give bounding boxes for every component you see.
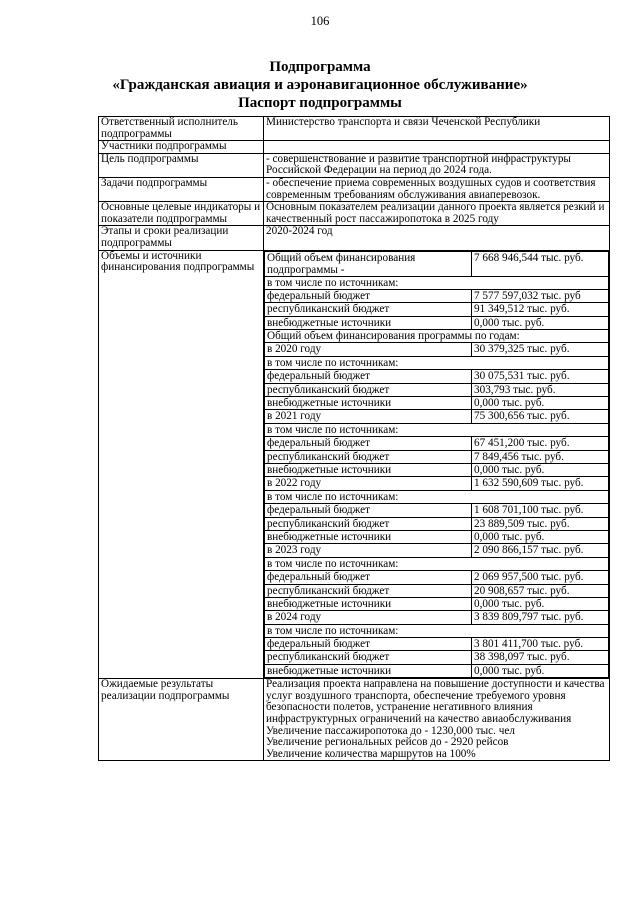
financing-label: федеральный бюджет bbox=[265, 289, 472, 302]
row-indicators bbox=[99, 202, 610, 226]
financing-label: в 2022 году bbox=[265, 477, 472, 490]
financing-label: республиканский бюджет bbox=[265, 450, 472, 463]
financing-label: в том числе по источникам: bbox=[265, 557, 609, 570]
label-results: Ожидаемые результаты реализации подпрограммы bbox=[99, 679, 264, 761]
label-tasks: Задачи подпрограммы bbox=[99, 177, 264, 201]
financing-label: в 2024 году bbox=[265, 611, 472, 624]
title-line-1: Подпрограмма bbox=[269, 59, 371, 75]
financing-amount: 3 801 411,700 тыс. руб. bbox=[472, 638, 609, 651]
financing-amount: 91 349,512 тыс. руб. bbox=[472, 303, 609, 316]
financing-label: в 2021 году bbox=[265, 410, 472, 423]
financing-row bbox=[265, 464, 609, 477]
row-goal bbox=[99, 153, 610, 177]
financing-label: внебюджетные источники bbox=[265, 664, 472, 677]
financing-amount: 2 069 957,500 тыс. руб. bbox=[472, 571, 609, 584]
financing-row bbox=[265, 383, 609, 396]
financing-amount: 7 849,456 тыс. руб. bbox=[472, 450, 609, 463]
financing-label: в 2023 году bbox=[265, 544, 472, 557]
financing-label: Общий объем финансирования программы по годам: bbox=[265, 330, 609, 343]
value-stages: 2020-2024 год bbox=[264, 226, 610, 250]
results-line: Увеличение количества маршрутов на 100% bbox=[266, 747, 476, 760]
label-indicators: Основные целевые индикаторы и показатели подпрограммы bbox=[99, 202, 264, 226]
financing-label: Общий объем финансирования подпрограммы - bbox=[265, 251, 472, 276]
financing-amount: 20 908,657 тыс. руб. bbox=[472, 584, 609, 597]
financing-label: внебюджетные источники bbox=[265, 597, 472, 610]
financing-amount: 303,793 тыс. руб. bbox=[472, 383, 609, 396]
financing-amount: 0,000 тыс. руб. bbox=[472, 664, 609, 677]
financing-table bbox=[264, 251, 609, 679]
financing-row bbox=[265, 450, 609, 463]
financing-amount: 0,000 тыс. руб. bbox=[472, 316, 609, 329]
financing-amount: 30 379,325 тыс. руб. bbox=[472, 343, 609, 356]
value-goal: - совершенствование и развитие транспортной инфраструктуры Российской Федерации на период до 2024 года. bbox=[264, 153, 610, 177]
financing-row bbox=[265, 611, 609, 624]
row-financing bbox=[99, 250, 610, 679]
financing-row bbox=[265, 490, 609, 503]
financing-row bbox=[265, 664, 609, 677]
financing-label: республиканский бюджет bbox=[265, 303, 472, 316]
financing-row bbox=[265, 597, 609, 610]
financing-label: федеральный бюджет bbox=[265, 571, 472, 584]
financing-label: республиканский бюджет bbox=[265, 383, 472, 396]
financing-row bbox=[265, 571, 609, 584]
label-participants: Участники подпрограммы bbox=[99, 141, 264, 154]
value-results bbox=[264, 679, 610, 761]
value-indicators: Основным показателем реализации данного проекта является резкий и качественный рост пассажиропотока в 2025 году bbox=[264, 202, 610, 226]
financing-amount: 7 668 946,544 тыс. руб. bbox=[472, 251, 609, 276]
label-stages: Этапы и сроки реализации подпрограммы bbox=[99, 226, 264, 250]
financing-amount: 1 632 590,609 тыс. руб. bbox=[472, 477, 609, 490]
financing-row bbox=[265, 477, 609, 490]
financing-row bbox=[265, 397, 609, 410]
financing-row bbox=[265, 289, 609, 302]
row-stages bbox=[99, 226, 610, 250]
passport-table bbox=[98, 116, 610, 761]
financing-row bbox=[265, 530, 609, 543]
financing-row bbox=[265, 316, 609, 329]
financing-row bbox=[265, 638, 609, 651]
financing-row bbox=[265, 423, 609, 436]
financing-label: внебюджетные источники bbox=[265, 316, 472, 329]
results-line: Увеличение региональных рейсов до - 2920 рейсов bbox=[266, 736, 509, 749]
title-line-2: «Гражданская авиация и аэронавигационное обслуживание» bbox=[112, 77, 528, 93]
financing-row bbox=[265, 356, 609, 369]
results-line: Увеличение пассажиропотока до - 1230,000 тыс. чел bbox=[266, 724, 515, 737]
row-participants bbox=[99, 141, 610, 154]
financing-label: республиканский бюджет bbox=[265, 584, 472, 597]
label-financing: Объемы и источники финансирования подпрограммы bbox=[99, 250, 264, 679]
title-line-3: Паспорт подпрограммы bbox=[238, 95, 402, 111]
financing-amount: 0,000 тыс. руб. bbox=[472, 597, 609, 610]
financing-row bbox=[265, 343, 609, 356]
financing-label: федеральный бюджет bbox=[265, 504, 472, 517]
financing-row bbox=[265, 651, 609, 664]
financing-label: в том числе по источникам: bbox=[265, 624, 609, 637]
page-number: 106 bbox=[310, 14, 330, 28]
financing-label: республиканский бюджет bbox=[265, 651, 472, 664]
financing-row bbox=[265, 370, 609, 383]
financing-label: федеральный бюджет bbox=[265, 437, 472, 450]
financing-amount: 0,000 тыс. руб. bbox=[472, 397, 609, 410]
value-tasks: - обеспечение приема современных воздушных судов и соответствия современным требованиям обслуживания авиаперевозок. bbox=[264, 177, 610, 201]
financing-amount: 7 577 597,032 тыс. руб bbox=[472, 289, 609, 302]
row-executor bbox=[99, 117, 610, 141]
financing-label: федеральный бюджет bbox=[265, 370, 472, 383]
value-financing bbox=[264, 250, 610, 679]
financing-row bbox=[265, 251, 609, 276]
financing-amount: 3 839 809,797 тыс. руб. bbox=[472, 611, 609, 624]
financing-label: в 2020 году bbox=[265, 343, 472, 356]
financing-amount: 1 608 701,100 тыс. руб. bbox=[472, 504, 609, 517]
financing-row bbox=[265, 276, 609, 289]
financing-row bbox=[265, 557, 609, 570]
financing-label: в том числе по источникам: bbox=[265, 276, 609, 289]
financing-label: внебюджетные источники bbox=[265, 530, 472, 543]
financing-row bbox=[265, 410, 609, 423]
row-tasks bbox=[99, 177, 610, 201]
financing-amount: 75 300,656 тыс. руб. bbox=[472, 410, 609, 423]
financing-label: республиканский бюджет bbox=[265, 517, 472, 530]
financing-amount: 23 889,509 тыс. руб. bbox=[472, 517, 609, 530]
document-title bbox=[0, 58, 640, 112]
value-participants bbox=[264, 141, 610, 154]
financing-label: внебюджетные источники bbox=[265, 397, 472, 410]
financing-amount: 0,000 тыс. руб. bbox=[472, 530, 609, 543]
results-line: Реализация проекта направлена на повышение доступности и качества услуг воздушного транспорта, обеспечение требуемого уровня безопасности полетов, устранение негативного влияния инфраструктурных ограничений на качество авиаобслуживания bbox=[266, 678, 605, 726]
financing-label: внебюджетные источники bbox=[265, 464, 472, 477]
financing-label: в том числе по источникам: bbox=[265, 490, 609, 503]
financing-amount: 0,000 тыс. руб. bbox=[472, 464, 609, 477]
financing-row bbox=[265, 624, 609, 637]
value-executor: Министерство транспорта и связи Чеченской Республики bbox=[264, 117, 610, 141]
financing-label: в том числе по источникам: bbox=[265, 423, 609, 436]
financing-amount: 67 451,200 тыс. руб. bbox=[472, 437, 609, 450]
row-results bbox=[99, 679, 610, 761]
label-goal: Цель подпрограммы bbox=[99, 153, 264, 177]
financing-row bbox=[265, 517, 609, 530]
financing-label: в том числе по источникам: bbox=[265, 356, 609, 369]
financing-row bbox=[265, 437, 609, 450]
financing-row bbox=[265, 330, 609, 343]
financing-row bbox=[265, 544, 609, 557]
financing-row bbox=[265, 584, 609, 597]
financing-amount: 30 075,531 тыс. руб. bbox=[472, 370, 609, 383]
financing-amount: 38 398,097 тыс. руб. bbox=[472, 651, 609, 664]
financing-row bbox=[265, 504, 609, 517]
label-executor: Ответственный исполнитель подпрограммы bbox=[99, 117, 264, 141]
financing-row bbox=[265, 303, 609, 316]
financing-amount: 2 090 866,157 тыс. руб. bbox=[472, 544, 609, 557]
financing-label: федеральный бюджет bbox=[265, 638, 472, 651]
